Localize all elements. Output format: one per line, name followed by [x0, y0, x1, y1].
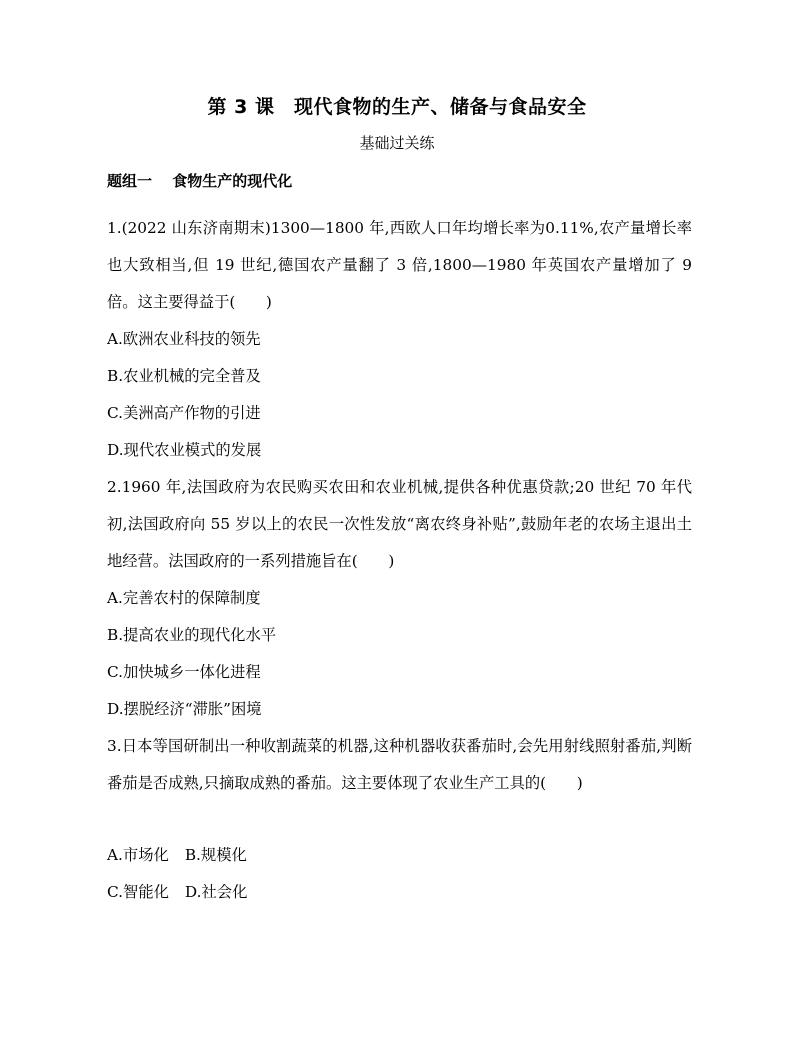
option-d: D.摆脱经济“滞胀”困境	[107, 700, 262, 718]
question-stem: 2.1960 年,法国政府为农民购买农田和农业机械,提供各种优惠贷款;20 世纪 70 年代初,法国政府向 55 岁以上的农民一次性发放“离农终身补贴”,鼓励年老的农场主退出土地经营。法国政府的一系列措施旨在( )	[107, 478, 692, 570]
option-c: C.加快城乡一体化进程	[107, 663, 261, 681]
option-b: B.提高农业的现代化水平	[107, 626, 277, 644]
option-b: B.规模化	[184, 846, 247, 864]
answer-gap	[107, 802, 692, 837]
section-subtitle: 基础过关练	[359, 134, 435, 152]
question-content	[107, 170, 692, 911]
option-d: D.社会化	[184, 883, 248, 901]
option-a: A.欧洲农业科技的领先	[107, 330, 261, 348]
option-a: A.完善农村的保障制度	[107, 589, 261, 607]
question-2	[107, 469, 692, 728]
question-3	[107, 728, 692, 911]
lesson-title: 第 3 课 现代食物的生产、储备与食品安全	[207, 96, 587, 118]
option-row	[107, 837, 692, 874]
option-c: C.智能化	[107, 883, 169, 901]
question-group-heading: 题组一 食物生产的现代化	[107, 172, 293, 190]
option-c: C.美洲高产作物的引进	[107, 404, 261, 422]
option-a: A.市场化	[107, 846, 169, 864]
question-1	[107, 210, 692, 469]
option-row	[107, 874, 692, 911]
question-stem: 3.日本等国研制出一种收割蔬菜的机器,这种机器收获番茄时,会先用射线照射番茄,判断番茄是否成熟,只摘取成熟的番茄。这主要体现了农业生产工具的( )	[107, 737, 692, 792]
option-d: D.现代农业模式的发展	[107, 441, 262, 459]
option-b: B.农业机械的完全普及	[107, 367, 261, 385]
question-stem: 1.(2022 山东济南期末)1300—1800 年,西欧人口年均增长率为0.11%,农产量增长率也大致相当,但 19 世纪,德国农产量翻了 3 倍,1800—1980 年英国农产量增加了 9 倍。这主要得益于( )	[107, 219, 692, 311]
